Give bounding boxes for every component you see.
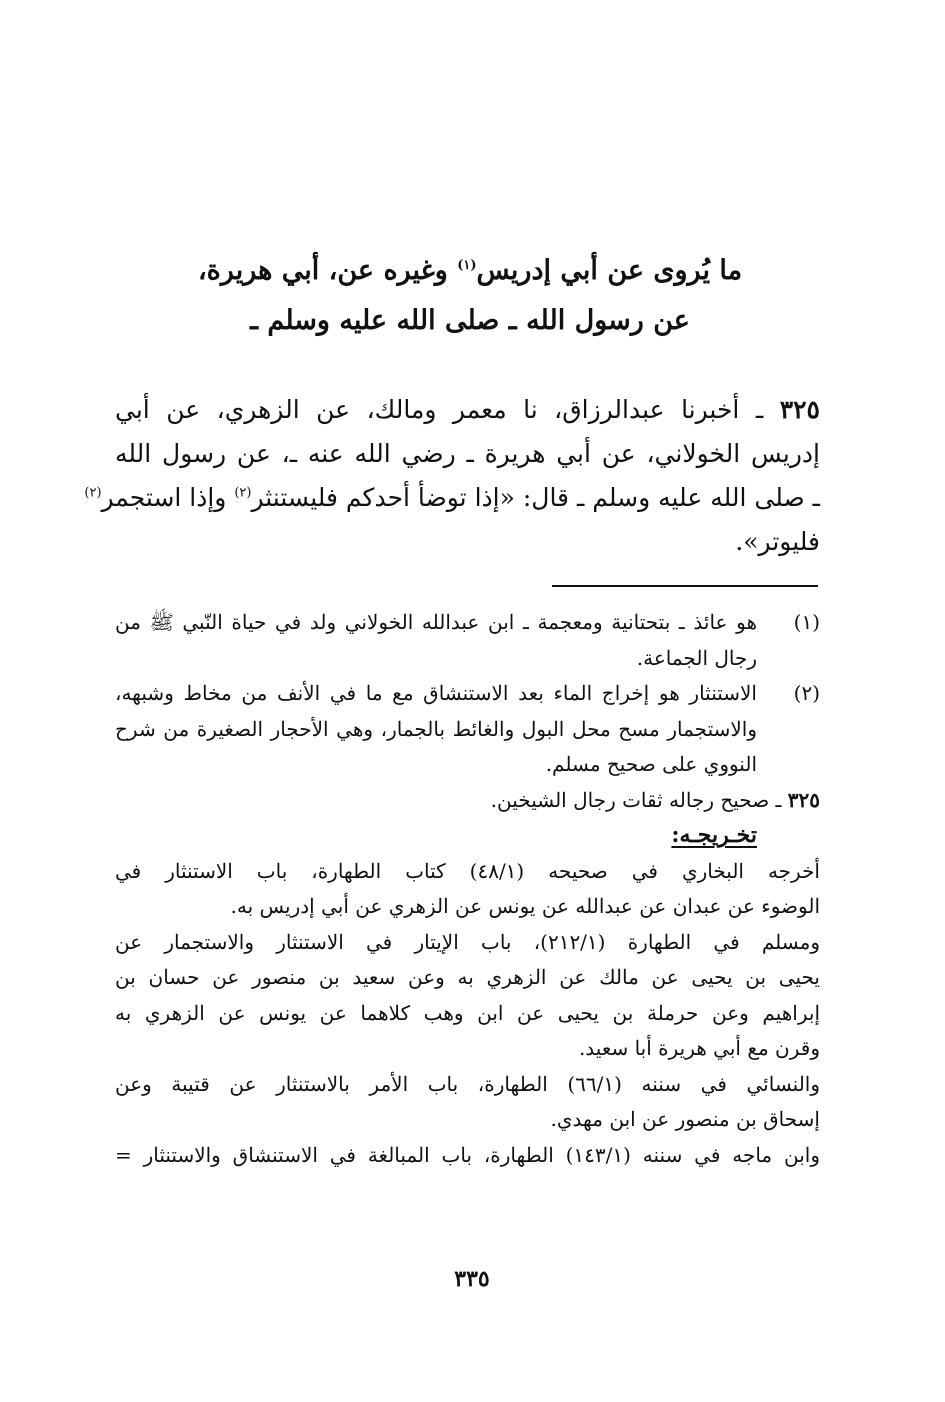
hadith-number: ٣٢٥: [779, 395, 820, 424]
takhrij-line: الوضوء عن عبدان عن عبدالله عن يونس عن الزهري عن أبي إدريس به.: [230, 894, 820, 918]
hadith-line-4: فليوتر».: [735, 527, 820, 556]
footnote-marker: (١): [793, 610, 820, 634]
footnote-ref-2: (٢): [234, 485, 252, 501]
footnote-line: النووي على صحيح مسلم.: [545, 752, 757, 776]
footnote-line: هو عائذ ـ بتحتانية ومعجمة ـ ابن عبدالله الخولاني ولد في حياة النّبي ﷺ من: [115, 610, 757, 634]
footnote-line: والاستجمار مسح محل البول والغائط بالجمار، وهي الأحجار الصغيرة من شرح: [115, 716, 757, 741]
footnote-line: الاستنثار هو إخراج الماء بعد الاستنشاق مع ما في الأنف من مخاط وشبهه،: [115, 681, 757, 705]
takhrij-body: [115, 854, 820, 1174]
footnote-line: رجال الجماعة.: [636, 645, 757, 670]
hadith-line-1: ٣٢٥ ـ أخبرنا عبدالرزاق، نا معمر ومالك، عن الزهري، عن أبي: [115, 395, 820, 424]
takhrij-line: أخرجه البخاري في صحيحه (٤٨/١) كتاب الطهارة، باب الاستنثار في: [115, 858, 820, 883]
page-number: ٣٣٥: [454, 1266, 490, 1292]
verdict-number: ٣٢٥: [787, 787, 820, 812]
takhrij-line: وقرن مع أبي هريرة أبا سعيد.: [578, 1036, 820, 1060]
footnote-ref-2b: (٢): [84, 485, 102, 501]
footnotes-section: [115, 605, 820, 1173]
takhrij-line: يحيى بن يحيى عن مالك عن الزهري به وعن سعيد بن منصور عن حسان بن: [115, 965, 820, 989]
takhrij-line: والنسائي في سننه (٦٦/١) الطهارة، باب الأمر بالاستنثار عن قتيبة وعن: [115, 1071, 820, 1096]
section-heading: [120, 246, 820, 346]
takhrij-line: ومسلم في الطهارة (٢١٢/١)، باب الإيتار في الاستنثار والاستجمار عن: [115, 929, 820, 954]
heading-line-2: عن رسول الله ـ صلى الله عليه وسلم ـ: [250, 305, 690, 336]
footnote-ref-1: (١): [457, 258, 477, 273]
verdict-line: ٣٢٥ ـ صحيح رجاله ثقات رجال الشيخين.: [490, 787, 820, 812]
takhrij-title: تخـريجـه:: [671, 822, 757, 848]
hadith-line-3: ـ صلى الله عليه وسلم ـ قال: «إذا توضأ أحدكم فليستنثر$^{(٢)}$ وإذا استجمر$^{(٢)}$: [84, 483, 820, 512]
hadith-line-2: إدريس الخولاني، عن أبي هريرة ـ رضي الله عنه ـ، عن رسول الله: [115, 439, 820, 468]
hadith-text: [84, 388, 820, 564]
takhrij-line: إسحاق بن منصور عن ابن مهدي.: [550, 1107, 820, 1131]
footnote-2: [115, 676, 820, 783]
takhrij-line: وابن ماجه في سننه (١٤٣/١) الطهارة، باب المبالغة في الاستنشاق والاستنثار =: [115, 1142, 820, 1167]
takhrij-line: إبراهيم وعن حرملة بن يحيى عن ابن وهب كلاهما عن يونس عن الزهري به: [115, 1000, 820, 1025]
footnote-marker: (٢): [793, 681, 820, 705]
footnote-1: [115, 605, 820, 676]
footnote-separator: [552, 585, 818, 587]
heading-line-1: ما يُروى عن أبي إدريس$^{(١)}$ وغيره عن، أبي هريرة،: [197, 255, 743, 286]
